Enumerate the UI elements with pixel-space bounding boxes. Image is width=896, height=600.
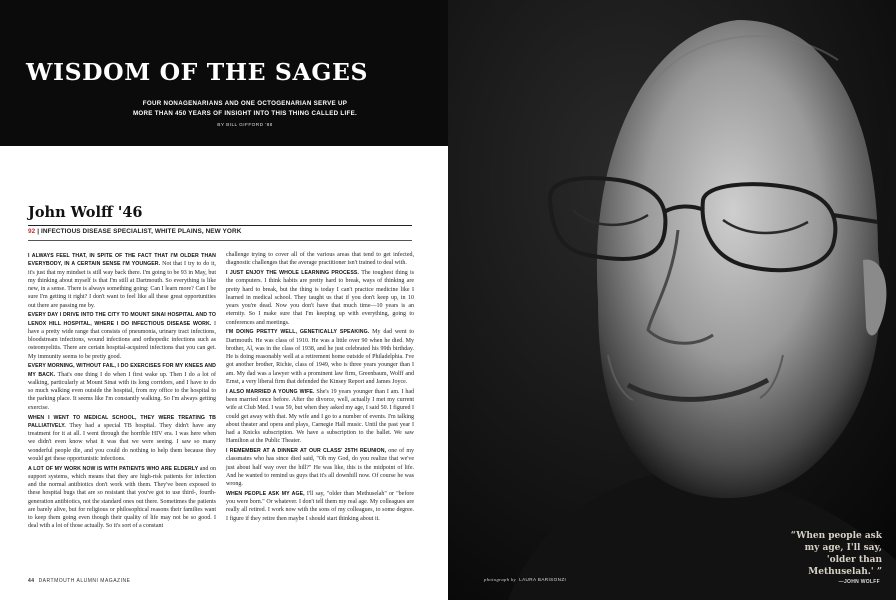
body-paragraph [226,251,414,268]
body-paragraph [28,414,216,464]
deck-line-2: MORE THAN 450 YEARS OF INSIGHT INTO THIS THING CALLED LIFE. [132,110,358,117]
body-paragraph [28,362,216,412]
paragraph-body: She's 19 years younger than I am. I had been married once before. After the divorce, well, actually I met my current wife at Club Med. I was 59, but when they asked my age, I said 50. I figured I could get away with that. My wife and I go to a number of events. I'm talking about theater and opera and plays, Carnegie Hall music. Until the past year I had a Knicks subscription. We have a subscription to the ballet. We saw Hamilton at the Public Theater. [226,388,414,445]
body-column-2 [226,251,414,525]
paragraph-body: I'll say, "older than Methuselah" or "before you were born." Or whatever. I don't tell them my real age. My colleagues are really all retired. I work now with the sons of my colleagues, to some degree. I figure if they retire then maybe I should start thinking about it. [226,490,414,522]
paragraph-lead-in: EVERY MORNING, WITHOUT FAIL, I DO EXERCISES FOR MY KNEES AND MY BACK. [28,363,216,378]
body-paragraph [226,328,414,386]
body-paragraph [28,465,216,531]
subject-name: John Wolff '46 [28,204,143,221]
page-number: 44 [28,578,35,584]
portrait-illustration [448,0,896,600]
paragraph-lead-in: I REMEMBER AT A DINNER AT OUR CLASS' 25TH REUNION, [226,448,387,455]
article-title: WISDOM OF THE SAGES [26,58,369,86]
body-paragraph [226,490,414,523]
credit-prefix: photograph by [484,577,517,582]
body-column-1 [28,252,216,532]
body-paragraph [226,269,414,327]
body-paragraph [28,311,216,361]
byline: BY BILL GIFFORD '88 [217,123,273,128]
paragraph-lead-in: EVERY DAY I DRIVE INTO THE CITY TO MOUNT SINAI HOSPITAL AND TO LENOX HILL HOSPITAL, WHERE I DO INFECTIOUS DISEASE WORK. [28,312,216,327]
body-paragraph [226,447,414,488]
subject-age: 92 [28,228,36,235]
paragraph-lead-in: WHEN PEOPLE ASK MY AGE, [226,490,305,497]
pull-quote-attribution: —JOHN WOLFF [838,579,880,585]
paragraph-lead-in: I JUST ENJOY THE WHOLE LEARNING PROCESS. [226,270,360,277]
photographer-name: LAURA BARISONZI [519,577,567,582]
paragraph-lead-in: A LOT OF MY WORK NOW IS WITH PATIENTS WHO ARE ELDERLY [28,465,199,472]
paragraph-body: challenge trying to cover all of the various areas that tend to get infected, diagnostic challenges that the average practitioner isn't trained to deal with. [226,252,414,267]
paragraph-body: That's one thing I do when I first wake up. Then I do a lot of walking, particularly at Mount Sinai with its long corridors, and I have to do so much walking even outside the hospital, from my office to the hospital to the parking place. It seems like I'm constantly walking. So I'm always getting exercise. [28,371,216,411]
article-deck [60,99,430,119]
folio [28,578,130,584]
paragraph-lead-in: I ALWAYS FEEL THAT, IN SPITE OF THE FACT THAT I'M OLDER THAN EVERYBODY, IN A CERTAIN SENSE I'M YOUNGER. [28,253,216,268]
paragraph-body: and on support systems, which means that they are high-risk patients for infection and the normal antibiotics don't work with them. They've been exposed to these hospital bugs that are so resistant that you've got to use third-, fourth-generation antibiotics, not the standard ones out there. Sometimes the patients are barely alive, but for religious or philosophical reasons their families want to keep them going even though their quality of life may not be so good. I deal with a lot of those actually. So it's sort of a constant [28,465,216,530]
paragraph-body: My dad went to Dartmouth. He was class of 1910. He was a little over 90 when he died. My brother, Al, was in the class of 1938, and he just celebrated his 99th birthday. He is doing reasonably well at a retirement home outside of Philadelphia. I've got another brother, Richie, class of 1949, who is three years younger than I am. My dad was a lawyer with a prominent law firm, Greenbaum, Wolff and Ernst, a very liberal firm that defended the Kinsey Report and James Joyce. [226,329,414,385]
subject-description [28,228,241,235]
paragraph-body: I have a pretty wide range that consists of pneumonia, urinary tract infections, bloodstream infections, wound infections and orthopedic infections such as osteomyelitis. There are certain hospital-acquired infections that you can get. My immunity seems to be pretty good. [28,320,217,360]
body-paragraph [226,388,414,446]
header-band [0,0,448,146]
paragraph-body: They had a special TB hospital. They didn't have any treatment for it at all. I went through the horrible HIV era. I was here when we didn't even know what it was that we were seeing. I saw so many wonderful people die, and you could do nothing to help them because they would get these opportunistic infections. [28,422,216,462]
subject-role: INFECTIOUS DISEASE SPECIALIST, WHITE PLAINS, NEW YORK [40,228,242,235]
body-paragraph [28,252,216,310]
magazine-name: DARTMOUTH ALUMNI MAGAZINE [38,578,131,584]
paragraph-lead-in: WHEN I WENT TO MEDICAL SCHOOL, THEY WERE TREATING TB PALLIATIVELY. [28,414,216,429]
paragraph-body: The toughest thing is the computers. I think habits are pretty hard to break, ways of thinking are pretty hard to break, but the thing is today I can't practice medicine like I learned in medical school. They taught us that if you don't keep up, in 10 years you're dead. Now you don't have that much time—10 years is an eternity. So I make sure that I'm keeping up with everything, going to conferences and meetings. [226,270,415,326]
pull-quote: “When people ask my age, I'll say, 'older than Methuselah.' ” [790,531,882,577]
rule-divider [28,240,412,241]
portrait-photo [448,0,896,600]
photo-credit [484,577,566,582]
rule-divider [28,225,412,226]
paragraph-lead-in: I'M DOING PRETTY WELL, GENETICALLY SPEAKING. [226,329,370,336]
paragraph-body: one of my classmates who has since died said, "Oh my God, do you realize that we've just about half way over the hill?" He was like, this is the midpoint of life. And he wanted to remind us guys that it's all downhill now. Of course he was wrong. [226,448,415,488]
paragraph-lead-in: I ALSO MARRIED A YOUNG WIFE. [226,388,315,395]
deck-line-1: FOUR NONAGENARIANS AND ONE OCTOGENARIAN SERVE UP [142,100,348,107]
paragraph-body: Not that I try to do it, it's just that my mindset is still way back there. I'm going to be 93 in May, but my thinking about myself is that I'm still at Dartmouth. So everything is like new, in a sense. There is always something going: Can I learn more? Can I be sure I'm getting it right? I don't want to feel like all these great opportunities out there are passing me by. [28,261,217,309]
subject-separator: | [35,228,41,235]
